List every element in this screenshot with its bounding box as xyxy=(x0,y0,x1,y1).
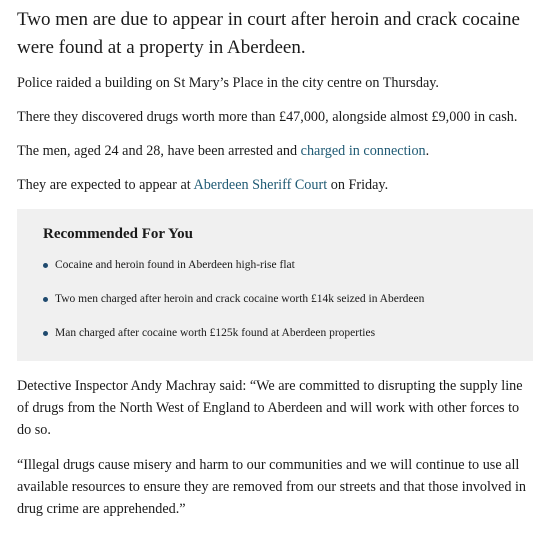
recommended-item xyxy=(43,325,533,341)
paragraph-arrests xyxy=(17,140,533,162)
recommended-link-3[interactable]: Man charged after cocaine worth £125k found at Aberdeen properties xyxy=(55,327,376,339)
aberdeen-sheriff-court-link[interactable]: Aberdeen Sheriff Court xyxy=(193,177,328,193)
paragraph-court-text: They are expected to appear at xyxy=(17,177,194,193)
paragraph-arrests-end: . xyxy=(425,143,430,159)
bullet-icon xyxy=(43,263,48,268)
bullet-icon xyxy=(43,297,48,302)
article-body xyxy=(17,0,533,520)
paragraph-quote-1: Detective Inspector Andy Machray said: “We are committed to disrupting the supply line of drugs from the North West of England to Aberdeen and will work with other forces to do so. xyxy=(17,378,523,438)
recommended-item xyxy=(43,257,533,273)
recommended-item xyxy=(43,291,533,307)
paragraph-court-end: on Friday. xyxy=(327,177,389,193)
recommended-box xyxy=(17,209,533,361)
recommended-list xyxy=(43,257,533,341)
recommended-link-1[interactable]: Cocaine and heroin found in Aberdeen high-rise flat xyxy=(55,259,295,271)
charged-in-connection-link[interactable]: charged in connection xyxy=(300,143,426,159)
paragraph-arrests-text: The men, aged 24 and 28, have been arrested and xyxy=(17,143,301,159)
paragraph-drugs-found: There they discovered drugs worth more than £47,000, alongside almost £9,000 in cash. xyxy=(17,109,518,125)
recommended-link-2[interactable]: Two men charged after heroin and crack cocaine worth £14k seized in Aberdeen xyxy=(55,293,425,305)
recommended-title: Recommended For You xyxy=(43,226,193,242)
paragraph-quote-2: “Illegal drugs cause misery and harm to our communities and we will continue to use all available resources to ensure they are removed from our streets and that those involved in drug crime are apprehended.” xyxy=(17,457,526,517)
paragraph-court xyxy=(17,174,533,196)
article-lead: Two men are due to appear in court after heroin and crack cocaine were found at a property in Aberdeen. xyxy=(17,9,520,58)
paragraph-raid: Police raided a building on St Mary’s Place in the city centre on Thursday. xyxy=(17,75,439,91)
bullet-icon xyxy=(43,331,48,336)
